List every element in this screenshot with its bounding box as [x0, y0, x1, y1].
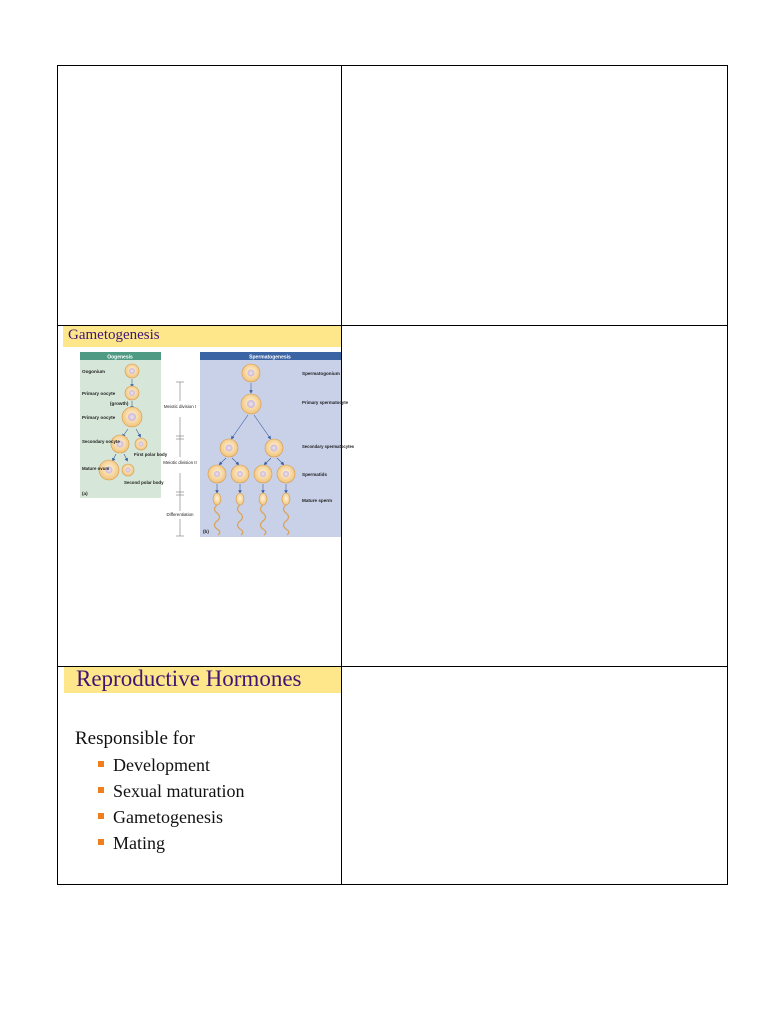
second-polar-body-cell: [122, 464, 134, 476]
label-oogonium: Oogonium: [82, 369, 105, 374]
slide-cell-2: [58, 326, 355, 666]
label-growth: (growth): [110, 401, 129, 406]
secondary-spermatocyte-cell: [220, 439, 238, 457]
spermatid-cell: [231, 465, 249, 483]
label-spermatids: Spermatids: [302, 472, 328, 477]
label-panel-a: (a): [82, 491, 88, 496]
secondary-oocyte-cell: [111, 435, 129, 453]
notes-table: [57, 65, 728, 885]
bullet-square-icon: [98, 787, 104, 793]
label-first-polar-body: First polar body: [134, 452, 168, 457]
label-spermatogonium: Spermatogonium: [302, 371, 340, 376]
label-second-polar-body: Second polar body: [124, 480, 164, 485]
spermatid-cell: [254, 465, 272, 483]
label-primary-oocyte-1: Primary oocyte: [82, 391, 116, 396]
label-meiotic-division-1: Meiotic division I: [163, 404, 197, 409]
spermatid-cell: [277, 465, 295, 483]
bullet-item: Gametogenesis: [98, 807, 244, 833]
bullet-list: [98, 755, 244, 859]
first-polar-body-cell: [135, 438, 147, 450]
primary-oocyte-cell: [125, 386, 139, 400]
primary-spermatocyte-cell: [241, 394, 261, 414]
label-panel-b: (b): [203, 529, 209, 534]
bullet-item: Development: [98, 755, 244, 781]
list-intro: Responsible for: [75, 728, 195, 749]
bullet-item: Mating: [98, 833, 244, 859]
bullet-item: Sexual maturation: [98, 781, 244, 807]
bullet-square-icon: [98, 839, 104, 845]
slide-title: Reproductive Hormones: [76, 666, 302, 691]
bullet-square-icon: [98, 761, 104, 767]
label-secondary-spermatocytes: Secondary spermatocytes: [302, 444, 355, 449]
oogonium-cell: [125, 364, 139, 378]
spermatid-cell: [208, 465, 226, 483]
spermatogenesis-header: Spermatogenesis: [249, 354, 291, 361]
slide-title: Gametogenesis: [68, 327, 160, 343]
primary-oocyte-grown-cell: [122, 407, 142, 427]
slide-cell-3: [58, 667, 341, 884]
spermatogonium-cell: [242, 364, 260, 382]
bullet-square-icon: [98, 813, 104, 819]
label-primary-spermatocyte: Primary spermatocyte: [302, 400, 349, 405]
notes-cell-2: [342, 326, 727, 666]
label-secondary-oocyte: Secondary oocyte: [82, 439, 120, 444]
oogenesis-header: Oogenesis: [107, 354, 133, 361]
secondary-spermatocyte-cell: [265, 439, 283, 457]
label-primary-oocyte-2: Primary oocyte: [82, 415, 116, 420]
label-mature-sperm: Mature sperm: [302, 498, 333, 503]
gametogenesis-figure: [80, 350, 355, 538]
slide-cell-1: [58, 66, 341, 325]
label-mature-ovum: Mature ovum: [82, 466, 110, 471]
notes-cell-1: [342, 66, 727, 325]
label-differentiation: Differentiation: [166, 512, 194, 517]
label-meiotic-division-2: Meiotic division II: [163, 460, 197, 465]
notes-cell-3: [342, 667, 727, 884]
